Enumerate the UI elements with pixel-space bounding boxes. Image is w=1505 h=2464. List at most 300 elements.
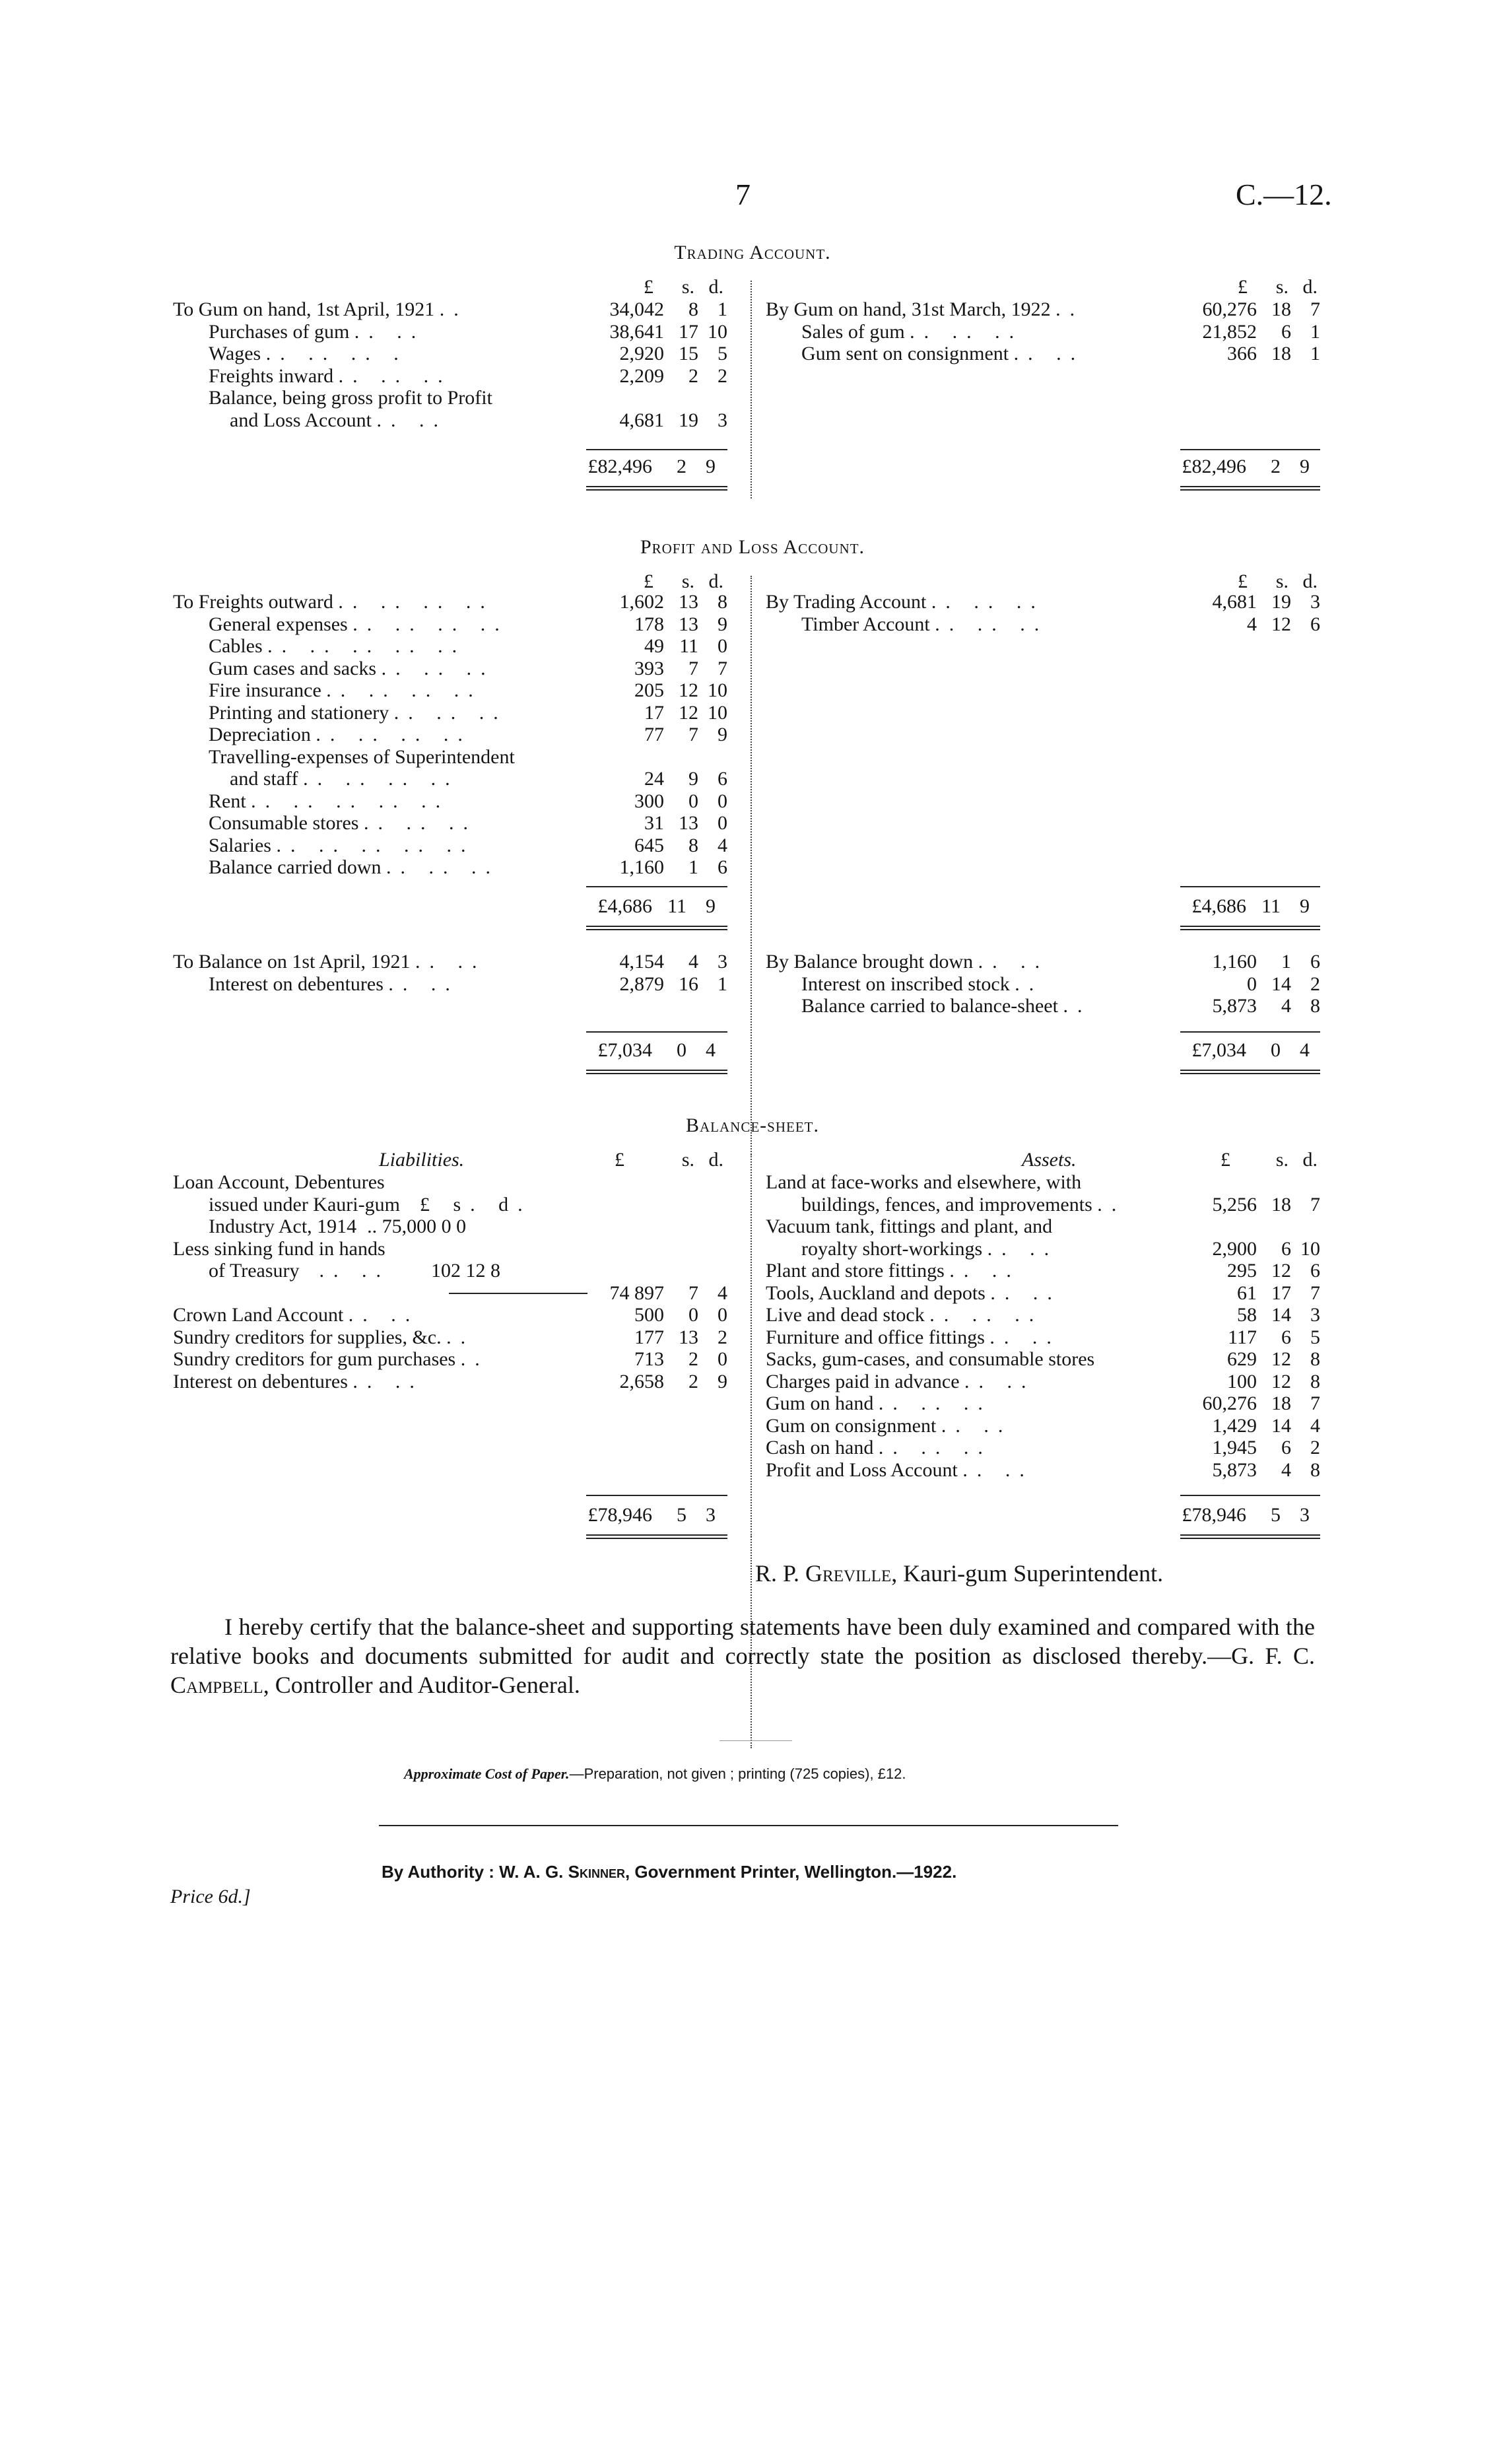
pence-header: d. — [708, 276, 723, 298]
shilling-header: s. — [1275, 570, 1288, 592]
leader-dots: .. .. — [415, 951, 486, 973]
pl-debit-row-label — [173, 613, 587, 636]
amount-pence: 7 — [1310, 298, 1320, 320]
pl-debit-row — [173, 591, 727, 613]
pl-balance-debit-row — [173, 973, 727, 996]
liability-row — [173, 1348, 727, 1371]
amount-pence: 1 — [718, 973, 727, 995]
liabilities-column — [173, 1171, 727, 1392]
assets-currency-header — [1171, 1149, 1318, 1171]
amount-pounds: 38,641 — [609, 320, 664, 343]
label-text: Gum on consignment — [766, 1414, 937, 1437]
amount-pounds: 295 — [1227, 1260, 1257, 1282]
amount-shillings: 18 — [1271, 1392, 1291, 1414]
amount-pence: 3 — [1310, 1304, 1320, 1326]
liability-row — [173, 1304, 727, 1326]
asset-row-label — [766, 1437, 1180, 1459]
pl-credit-row-label — [766, 613, 1180, 636]
amount-pence: 6 — [1310, 1260, 1320, 1282]
amount-pounds: 61 — [1237, 1282, 1257, 1304]
amount-shillings: 1 — [1281, 951, 1291, 973]
asset-row-label — [766, 1459, 1180, 1482]
amount-shillings: 2 — [688, 1348, 698, 1370]
leader-dots: .. .. .. — [910, 320, 1024, 343]
total-pounds: £7,034 — [1191, 1039, 1246, 1061]
total-rule — [1180, 1031, 1320, 1033]
amount-shillings: 0 — [688, 1304, 698, 1326]
leader-dots: .. .. — [319, 1260, 391, 1282]
amount-pounds: 178 — [634, 613, 664, 635]
leader-dots: .. .. — [376, 409, 448, 431]
label-text: Land at face-works and elsewhere, with — [766, 1171, 1082, 1193]
pl-debit-row — [173, 613, 727, 636]
amount-shillings: 14 — [1271, 1414, 1291, 1437]
amount-pounds: 205 — [634, 679, 664, 701]
amount-pounds: 60,276 — [1202, 298, 1257, 320]
pl-balance-debit-row-label — [173, 951, 587, 973]
trading-debit-row — [173, 387, 727, 409]
amount-pounds: 177 — [634, 1326, 664, 1348]
sinking-fund-amount: 102 12 8 — [431, 1260, 501, 1282]
amount-shillings: 0 — [688, 790, 698, 812]
label-text: Rent — [209, 790, 246, 812]
total-pounds: £78,946 — [1182, 1504, 1246, 1526]
amount-pounds: 58 — [1237, 1304, 1257, 1326]
amount-pence — [698, 387, 727, 409]
amount-pence: 0 — [718, 790, 727, 812]
amount-pence: 2 — [1310, 1437, 1320, 1458]
leader-dots: .. .. .. — [386, 856, 500, 878]
label-text: royalty short-workings — [801, 1237, 983, 1260]
amount-pence: 6 — [1310, 613, 1320, 635]
liability-row-label — [173, 1326, 587, 1349]
asset-row-label — [766, 1326, 1180, 1349]
label-text: General expenses — [209, 613, 348, 635]
leader-dots: .. .. .. . — [265, 343, 408, 364]
amount-shillings: 12 — [679, 701, 698, 724]
trading-debit-side — [173, 298, 727, 431]
leader-dots: .. .. — [388, 973, 459, 995]
liab-currency-header — [577, 1149, 723, 1171]
amount-shillings: 18 — [1271, 343, 1291, 364]
label-text: Wages — [209, 343, 261, 364]
label-text: Vacuum tank, fittings and plant, and — [766, 1215, 1053, 1237]
pl-debit-row — [173, 702, 727, 724]
label-text: By Balance brought down — [766, 951, 974, 973]
pl-debit-row-label — [173, 658, 587, 680]
total-pounds: £82,496 — [587, 456, 652, 477]
total-rule — [586, 886, 727, 887]
leader-dots: .. .. .. .. .. — [276, 834, 475, 856]
asset-row — [766, 1459, 1320, 1482]
pl-balance-credit-row-label — [766, 951, 1180, 973]
liability-row-label — [173, 1304, 587, 1326]
label-text: Sundry creditors for gum purchases — [173, 1348, 456, 1370]
pl-debit-row-label — [173, 635, 587, 658]
amount-shillings: 13 — [679, 812, 698, 834]
leader-dots: .. .. — [354, 320, 426, 343]
amount-shillings — [664, 746, 698, 769]
superintendent-title: , Kauri-gum Superintendent. — [891, 1560, 1164, 1587]
authority-suffix: , Government Printer, Wellington.—1922. — [624, 1862, 957, 1882]
label-text: By Trading Account — [766, 591, 927, 613]
pl-balance-credit-row — [766, 973, 1320, 996]
page-number: 7 — [735, 178, 751, 211]
pl-debit-row-label — [173, 679, 587, 702]
amount-pounds — [1180, 1215, 1257, 1238]
sinking-fund-label: Less sinking fund in hands — [173, 1237, 385, 1260]
amount-pounds: 34,042 — [609, 298, 664, 320]
document-reference: C.—12. — [1236, 178, 1332, 211]
amount-pence: 1 — [1310, 320, 1320, 343]
certificate-text: I hereby certify that the balance-sheet and supporting statements have been duly examined and compared with the relative books and documents submitted for audit and correctly state the position as disclosed thereby.— — [170, 1614, 1315, 1669]
trading-credit-row-label — [766, 321, 1180, 343]
leader-dots: .. .. .. .. .. — [251, 790, 450, 812]
label-text: Plant and store fittings — [766, 1260, 945, 1282]
pl-debit-row-label — [173, 835, 587, 857]
trading-debit-row — [173, 365, 727, 388]
amount-shillings: 13 — [679, 1326, 698, 1348]
pl-left-currency-header — [577, 570, 723, 593]
asset-row-label — [766, 1304, 1180, 1326]
amount-pounds: 2,920 — [619, 343, 664, 364]
auditor-name: G. F. C. Campbell — [170, 1643, 1315, 1698]
asset-row — [766, 1326, 1320, 1349]
pl-credit-row — [766, 613, 1320, 636]
total-pence: 9 — [706, 456, 716, 477]
leader-dots: .. — [1015, 973, 1044, 995]
column-divider — [751, 281, 752, 498]
amount-pence: 8 — [1310, 1458, 1320, 1481]
label-text: Purchases of gum — [209, 320, 350, 343]
amount-pence: 9 — [718, 724, 727, 745]
leader-dots: .. .. — [352, 1370, 424, 1392]
asset-row-label — [766, 1348, 1180, 1371]
amount-pounds: 2,879 — [619, 973, 664, 995]
double-rule — [1180, 1070, 1320, 1074]
pl-debit-row-label — [173, 768, 587, 790]
leader-dots: .. .. — [941, 1414, 1013, 1437]
amount-shillings: 2 — [688, 364, 698, 387]
amount-pounds: 4 — [1247, 613, 1257, 635]
pl-debit-row-label — [173, 591, 587, 613]
amount-shillings: 14 — [1271, 1304, 1291, 1326]
asset-row — [766, 1260, 1320, 1282]
label-text: Interest on debentures — [173, 1370, 348, 1392]
leader-dots: .. .. .. — [878, 1392, 992, 1414]
amount-pounds: 117 — [1228, 1326, 1257, 1348]
pl-balance-credit-row-label — [766, 973, 1180, 996]
amount-pence: 5 — [718, 343, 727, 364]
superintendent-signature — [755, 1559, 1163, 1587]
trading-credit-row-label — [766, 343, 1180, 365]
amount-shillings: 4 — [688, 951, 698, 973]
amount-shillings: 1 — [688, 856, 698, 878]
trading-right-currency-header — [1171, 276, 1318, 298]
trading-debit-row-label — [173, 343, 587, 365]
liability-row — [173, 1371, 727, 1393]
total-pounds: £4,686 — [1191, 895, 1246, 917]
trading-credit-row — [766, 298, 1320, 321]
total-shillings: 0 — [677, 1039, 686, 1061]
asset-row — [766, 1215, 1320, 1238]
amount-pounds: 300 — [634, 790, 664, 812]
pl-balance-debit-row-label — [173, 973, 587, 996]
pl-debit-row — [173, 635, 727, 658]
trading-credit-row-label — [766, 298, 1180, 321]
asset-row-label — [766, 1260, 1180, 1282]
shilling-header: s. — [1275, 276, 1288, 298]
amount-pence: 3 — [1310, 591, 1320, 613]
pl-debit-row — [173, 812, 727, 835]
trading-total-left — [576, 456, 716, 478]
pl-debit-row-label — [173, 812, 587, 835]
liability-row — [173, 1326, 727, 1349]
amount-shillings: 14 — [1271, 973, 1291, 995]
loan-account-label: issued under Kauri-gum — [209, 1193, 400, 1215]
total-pounds: £7,034 — [597, 1039, 652, 1061]
amount-pence: 7 — [718, 657, 727, 679]
amount-shillings: 6 — [1281, 1237, 1291, 1260]
label-text: To Gum on hand, 1st April, 1921 — [173, 298, 435, 320]
amount-pence: 4 — [718, 834, 727, 856]
leader-dots: .. .. .. .. — [303, 768, 459, 790]
pl-balance-credit-row — [766, 951, 1320, 973]
leader-dots: .. .. .. — [878, 1437, 992, 1458]
pl-debit-row-label — [173, 702, 587, 724]
label-text: Freights inward — [209, 364, 334, 387]
amount-pounds: 2,209 — [619, 364, 664, 387]
label-text: Sales of gum — [801, 320, 905, 343]
amount-shillings: 12 — [679, 679, 698, 701]
net-loan-shillings: 7 — [688, 1282, 698, 1304]
amount-shillings: 4 — [1281, 995, 1291, 1017]
amount-pounds: 21,852 — [1202, 320, 1257, 343]
asset-row — [766, 1392, 1320, 1415]
total-shillings: 5 — [1271, 1504, 1281, 1526]
amount-pounds: 713 — [634, 1348, 664, 1370]
amount-pence: 9 — [718, 613, 727, 635]
leader-dots: .. .. .. — [363, 812, 477, 834]
amount-pounds — [587, 387, 664, 409]
pl-balance-debit-row — [173, 951, 727, 973]
amount-pounds: 4,681 — [1212, 591, 1257, 613]
label-text: and staff — [230, 768, 298, 790]
subtotal-rule — [449, 1293, 587, 1294]
pence-header: d. — [1302, 1149, 1318, 1171]
trading-left-currency-header — [577, 276, 723, 298]
amount-shillings: 6 — [1281, 1437, 1291, 1458]
total-shillings: 2 — [1271, 456, 1281, 477]
pence-header: d. — [1302, 276, 1318, 298]
amount-shillings: 7 — [688, 724, 698, 745]
amount-pence: 7 — [1310, 1392, 1320, 1414]
pl-balance-credit — [766, 951, 1320, 1017]
leader-dots: .. .. — [990, 1282, 1061, 1304]
label-text: Charges paid in advance — [766, 1370, 960, 1392]
amount-shillings: 19 — [1271, 591, 1291, 613]
total-pounds: £4,686 — [597, 895, 652, 917]
amount-pence: 2 — [718, 364, 727, 387]
pound-header: £ — [644, 570, 653, 592]
asset-row — [766, 1437, 1320, 1459]
pl-total-right — [1170, 895, 1310, 918]
trading-credit-row — [766, 343, 1320, 365]
label-text: By Gum on hand, 31st March, 1922 — [766, 298, 1051, 320]
pl-debit-row — [173, 790, 727, 813]
leader-dots: .. — [446, 1326, 475, 1348]
leader-dots: .. .. .. — [393, 701, 508, 724]
leader-dots: .. — [1055, 298, 1085, 320]
double-rule — [1180, 1534, 1320, 1539]
amount-pounds: 629 — [1227, 1348, 1257, 1370]
amount-shillings: 15 — [679, 343, 698, 364]
label-text: Sacks, gum-cases, and consumable stores — [766, 1348, 1095, 1370]
label-text: Timber Account — [801, 613, 930, 635]
footer-rule — [379, 1825, 1118, 1826]
amount-pounds: 0 — [1247, 973, 1257, 995]
total-shillings: 11 — [667, 895, 686, 917]
amount-pounds: 1,160 — [1212, 951, 1257, 973]
amount-shillings: 13 — [679, 591, 698, 613]
leader-dots: .. .. .. .. — [326, 679, 483, 701]
amount-pounds: 1,945 — [1212, 1437, 1257, 1458]
amount-pence: 6 — [718, 768, 727, 790]
loan-account-label: Loan Account, Debentures — [173, 1171, 385, 1193]
amount-pence — [1291, 1171, 1320, 1194]
total-shillings: 5 — [677, 1504, 686, 1526]
asset-row-label — [766, 1171, 1180, 1194]
leader-dots: .. .. .. .. — [352, 613, 509, 635]
liabilities-total — [576, 1504, 716, 1526]
pl-credit-row-label — [766, 591, 1180, 613]
amount-pence: 3 — [718, 951, 727, 973]
label-text: Sundry creditors for supplies, &c. — [173, 1326, 442, 1348]
amount-pence: 8 — [1310, 1370, 1320, 1392]
pl-balance-debit — [173, 951, 727, 995]
amount-pence: 7 — [1310, 1282, 1320, 1304]
total-pence: 4 — [706, 1039, 716, 1061]
pl-debit-row — [173, 835, 727, 857]
amount-pounds — [1180, 1171, 1257, 1194]
amount-pence: 0 — [718, 812, 727, 834]
total-shillings: 2 — [677, 456, 686, 477]
pl-total2-left — [576, 1039, 716, 1062]
amount-shillings: 18 — [1271, 298, 1291, 320]
leader-dots: .. .. — [989, 1326, 1061, 1348]
label-text: To Balance on 1st April, 1921 — [173, 951, 411, 973]
assets-heading: Assets. — [1022, 1149, 1077, 1171]
amount-pence: 0 — [718, 635, 727, 657]
label-text: Gum sent on consignment — [801, 343, 1009, 364]
pence-header: d. — [708, 1149, 723, 1171]
amount-shillings: 2 — [688, 1370, 698, 1392]
double-rule — [586, 1534, 727, 1539]
amount-pounds: 2,900 — [1212, 1237, 1257, 1260]
amount-pence: 6 — [718, 856, 727, 878]
label-text: Balance carried to balance-sheet — [801, 995, 1058, 1017]
asset-row — [766, 1194, 1320, 1216]
trading-debit-row — [173, 343, 727, 365]
total-rule — [1180, 1495, 1320, 1496]
amount-pounds: 5,256 — [1212, 1193, 1257, 1215]
label-text: Fire insurance — [209, 679, 321, 701]
leader-dots: .. .. — [964, 1370, 1036, 1392]
column-divider — [751, 1154, 752, 1537]
amount-pence: 9 — [718, 1370, 727, 1392]
asset-row-label — [766, 1371, 1180, 1393]
superintendent-name: R. P. Greville — [755, 1560, 892, 1587]
liability-row-label — [173, 1348, 587, 1371]
label-text: Profit and Loss Account — [766, 1458, 958, 1481]
total-pounds: £78,946 — [587, 1504, 652, 1526]
amount-pounds: 1,429 — [1212, 1414, 1257, 1437]
amount-pence: 5 — [1310, 1326, 1320, 1348]
pl-debit-row-label — [173, 856, 587, 879]
leader-dots: .. .. — [987, 1237, 1059, 1260]
leader-dots: .. .. .. — [338, 364, 452, 387]
pl-debit-row — [173, 658, 727, 680]
total-rule — [586, 1495, 727, 1496]
label-text: Depreciation — [209, 724, 311, 745]
pence-header: d. — [708, 570, 723, 592]
sinking-fund-label: of Treasury — [209, 1260, 300, 1282]
amount-shillings: 19 — [679, 409, 698, 431]
pl-debit-row — [173, 724, 727, 746]
amount-pounds: 4,681 — [619, 409, 664, 431]
amount-shillings: 7 — [688, 657, 698, 679]
pl-total2-right — [1170, 1039, 1310, 1062]
label-text: Live and dead stock — [766, 1304, 925, 1326]
pound-header: £ — [615, 1149, 624, 1171]
amount-pounds — [587, 746, 664, 769]
double-rule — [1180, 926, 1320, 930]
cost-text: —Preparation, not given ; printing (725 copies), £12. — [569, 1765, 906, 1782]
pl-debit-side — [173, 591, 727, 879]
pl-debit-row — [173, 768, 727, 790]
amount-pence: 1 — [1310, 343, 1320, 364]
leader-dots: .. — [1097, 1193, 1126, 1215]
authority-line — [382, 1862, 956, 1882]
shilling-header: s. — [681, 1149, 694, 1171]
total-pence: 9 — [1300, 456, 1310, 477]
amount-pence: 2 — [718, 1326, 727, 1348]
leader-dots: .. .. .. — [381, 657, 495, 679]
trading-debit-row — [173, 321, 727, 343]
leader-dots: .. — [439, 298, 468, 320]
asset-row — [766, 1282, 1320, 1305]
double-rule — [1180, 486, 1320, 491]
amount-pence: 0 — [718, 1304, 727, 1326]
amount-pounds: 77 — [644, 724, 664, 745]
asset-row-label — [766, 1194, 1180, 1216]
total-pence: 4 — [1300, 1039, 1310, 1061]
pound-header: £ — [644, 276, 653, 298]
amount-shillings: 12 — [1271, 1260, 1291, 1282]
audit-certificate — [170, 1612, 1315, 1699]
total-rule — [1180, 886, 1320, 887]
amount-pence: 8 — [1310, 995, 1320, 1017]
label-text: Cash on hand — [766, 1437, 874, 1458]
amount-pence: 10 — [708, 320, 727, 343]
total-pounds: £82,496 — [1182, 456, 1246, 477]
pl-debit-row — [173, 679, 727, 702]
pl-debit-row-label — [173, 746, 587, 769]
amount-shillings: 6 — [1281, 320, 1291, 343]
net-loan-pence: 4 — [718, 1282, 727, 1304]
inner-currency-header: £ s. d. — [419, 1193, 532, 1215]
liability-row-label — [173, 1371, 587, 1393]
